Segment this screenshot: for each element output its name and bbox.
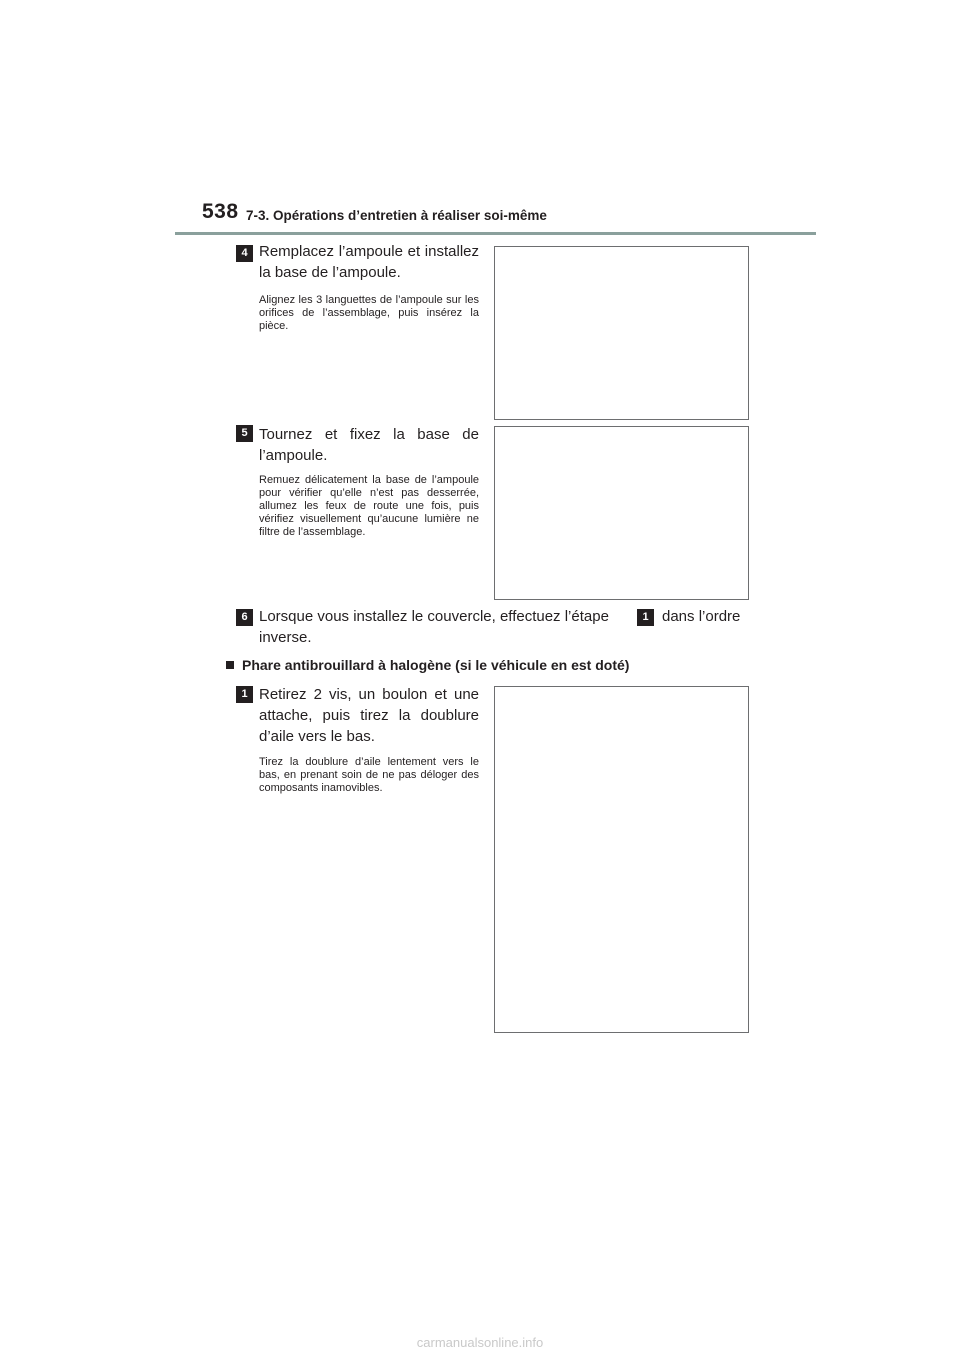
- step-badge-4: 4: [236, 245, 253, 262]
- fog-step-1-title: Retirez 2 vis, un boulon et une attache, puis tirez la doublure d’aile vers le bas.: [259, 686, 479, 745]
- fog-step-badge-1: 1: [236, 686, 253, 703]
- step-badge-5: 5: [236, 425, 253, 442]
- subsection-title: Phare antibrouillard à halogène (si le véhicule en est doté): [242, 657, 630, 673]
- header-divider: [175, 232, 816, 235]
- step-ref-badge-1: 1: [637, 609, 654, 626]
- step-4-title: Remplacez l’ampoule et installez la base de l’ampoule.: [259, 243, 479, 281]
- step-6-text-after-1: dans l’ordre: [662, 608, 741, 625]
- fog-step-1-illustration: [494, 686, 749, 1033]
- section-title: 7-3. Opérations d’entretien à réaliser soi-même: [246, 208, 547, 223]
- step-4-illustration: [494, 246, 749, 420]
- step-4-note: Alignez les 3 languettes de l’ampoule sur les orifices de l’assemblage, puis insérez la pièce.: [259, 294, 479, 332]
- step-6-text-after-2: inverse.: [259, 629, 312, 646]
- step-5-note: Remuez délicatement la base de l’ampoule pour vérifier qu’elle n’est pas desserrée, allumez les feux de route une fois, puis vérifiez visuellement qu’aucune lumière ne filtre de l’assemblage.: [259, 474, 479, 538]
- step-badge-6: 6: [236, 609, 253, 626]
- subsection-heading: [226, 656, 629, 674]
- fog-step-1-note: Tirez la doublure d’aile lentement vers le bas, en prenant soin de ne pas déloger des composants inamovibles.: [259, 756, 479, 794]
- square-bullet-icon: [226, 661, 234, 669]
- page-number: 538: [202, 200, 239, 223]
- step-5-title: Tournez et fixez la base de l’ampoule.: [259, 426, 479, 464]
- step-5-illustration: [494, 426, 749, 600]
- step-6-text-before: Lorsque vous installez le couvercle, effectuez l’étape: [259, 608, 609, 625]
- footer-watermark: carmanualsonline.info: [416, 1335, 544, 1350]
